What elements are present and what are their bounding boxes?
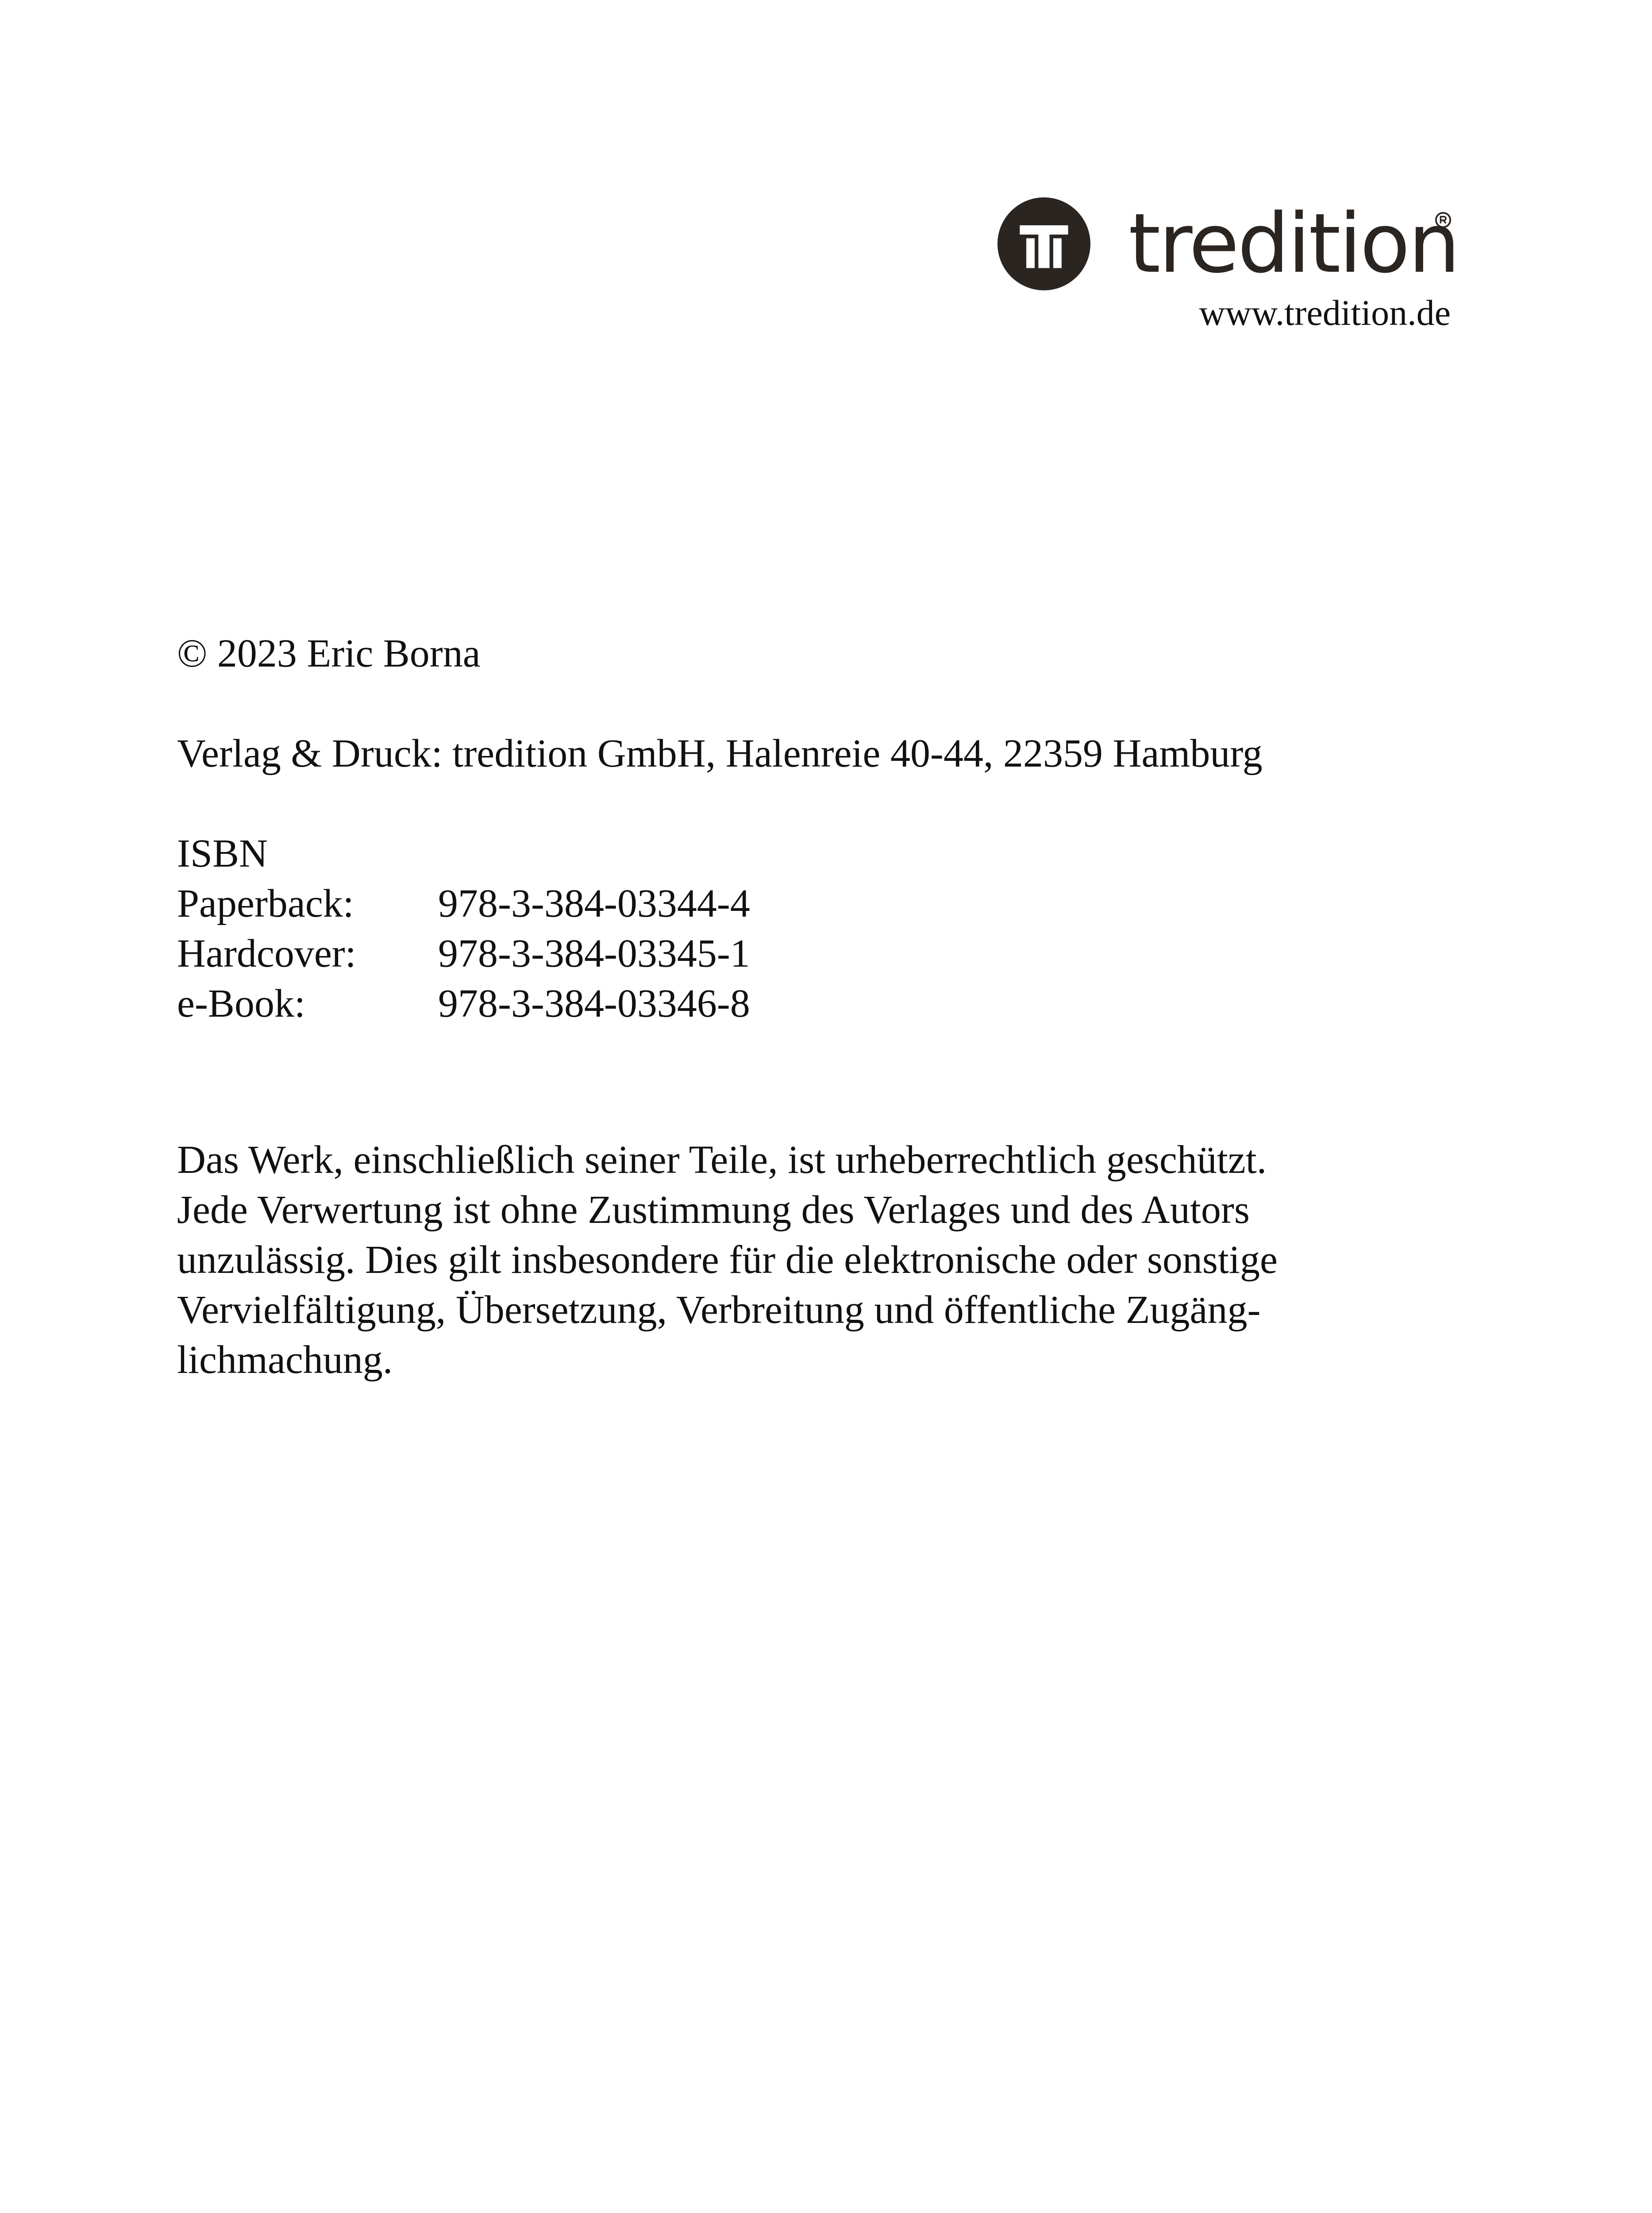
- publisher-name: tredition: [1128, 196, 1459, 291]
- tredition-t-icon: [997, 197, 1090, 290]
- isbn-row-ebook: [177, 979, 1505, 1029]
- publisher-address-line: Verlag & Druck: tredition GmbH, Halenreie 40-44, 22359 Hamburg: [177, 732, 1263, 775]
- copyright-notice-line: unzulässig. Dies gilt insbesondere für die elektronische oder sonstige: [177, 1238, 1278, 1282]
- isbn-label: e-Book:: [177, 982, 305, 1026]
- copyright-notice-line: Das Werk, einschließlich seiner Teile, ist urheberrechtlich geschützt.: [177, 1138, 1267, 1182]
- copyright-line: © 2023 Eric Borna: [177, 632, 481, 675]
- isbn-row-paperback: [177, 879, 1505, 929]
- imprint-block: [177, 628, 1505, 1385]
- copyright-notice-line: lichmachung.: [177, 1338, 393, 1382]
- isbn-row-hardcover: [177, 929, 1505, 979]
- isbn-label: Paperback:: [177, 882, 354, 925]
- publisher-website: www.tredition.de: [1199, 293, 1451, 333]
- isbn-number: 978-3-384-03345-1: [438, 932, 750, 975]
- copyright-notice: [177, 1135, 1505, 1385]
- publisher-logo: [996, 190, 1460, 341]
- copyright-notice-line: Jede Verwertung ist ohne Zustimmung des Verlages und des Autors: [177, 1188, 1250, 1232]
- isbn-label: Hardcover:: [177, 932, 356, 975]
- isbn-number: 978-3-384-03346-8: [438, 982, 750, 1026]
- isbn-number: 978-3-384-03344-4: [438, 882, 750, 925]
- registered-trademark-icon: [1435, 212, 1452, 228]
- isbn-heading: ISBN: [177, 832, 268, 875]
- copyright-notice-line: Vervielfältigung, Übersetzung, Verbreitung und öffentliche Zugäng-: [177, 1288, 1261, 1332]
